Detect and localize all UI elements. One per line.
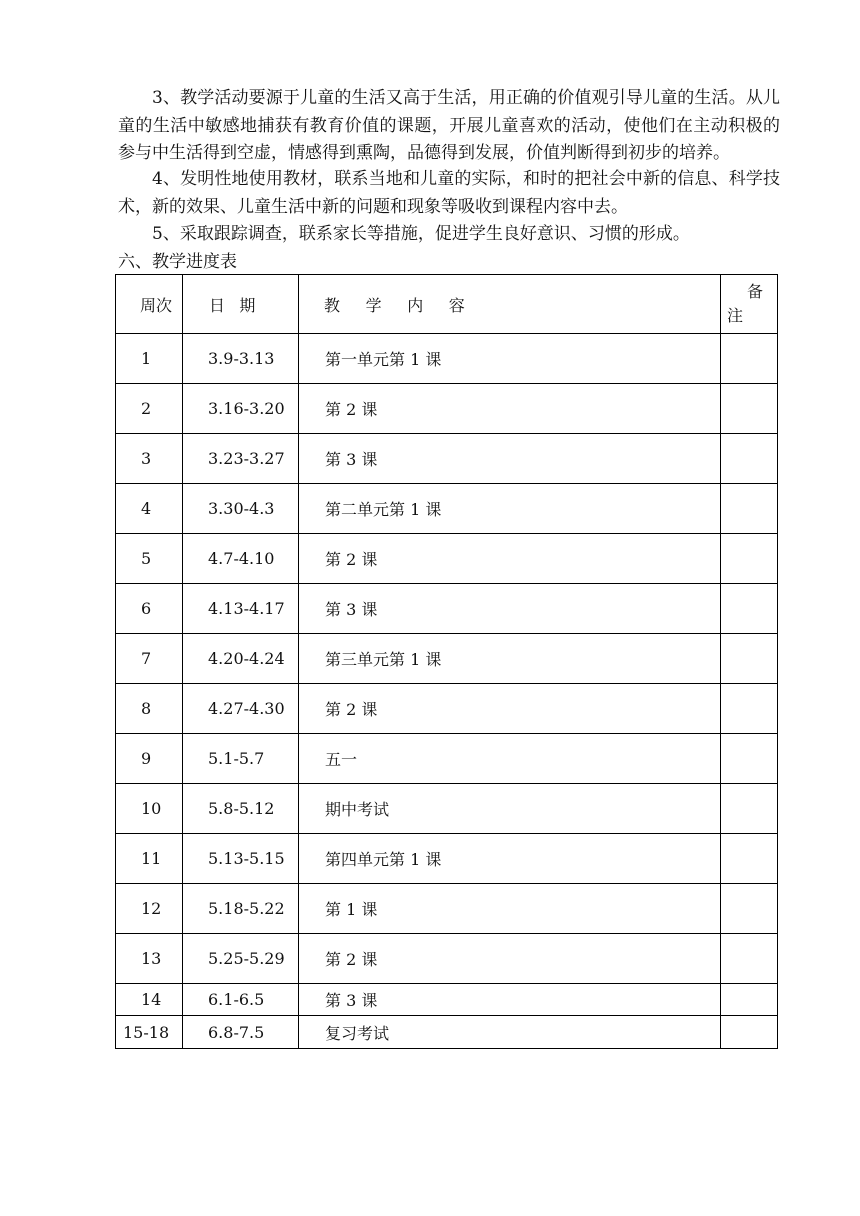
cell-note [721, 534, 778, 584]
table-row [116, 934, 778, 984]
table-row [116, 534, 778, 584]
paragraph-3: 3、教学活动要源于儿童的生活又高于生活，用正确的价值观引导儿童的生活。从儿童的生活中敏感地捕获有教育价值的课题，开展儿童喜欢的活动，使他们在主动积极的参与中生活得到空虚，情感得到熏陶，品德得到发展，价值判断得到初步的培养。 [118, 88, 780, 164]
cell-content: 第 3 课 [299, 434, 721, 484]
table-row [116, 984, 778, 1016]
cell-week: 15-18 [116, 1016, 183, 1049]
cell-date: 4.13-4.17 [183, 584, 299, 634]
cell-week: 10 [116, 784, 183, 834]
cell-date: 5.25-5.29 [183, 934, 299, 984]
cell-note [721, 934, 778, 984]
cell-date: 5.13-5.15 [183, 834, 299, 884]
cell-note [721, 884, 778, 934]
cell-week: 6 [116, 584, 183, 634]
cell-content: 第 2 课 [299, 934, 721, 984]
cell-content: 第一单元第 1 课 [299, 334, 721, 384]
cell-date: 3.9-3.13 [183, 334, 299, 384]
cell-note [721, 334, 778, 384]
table-row [116, 1016, 778, 1049]
cell-note [721, 734, 778, 784]
cell-content: 第 2 课 [299, 684, 721, 734]
cell-week: 2 [116, 384, 183, 434]
cell-content: 期中考试 [299, 784, 721, 834]
cell-week: 13 [116, 934, 183, 984]
cell-note [721, 984, 778, 1016]
cell-week: 5 [116, 534, 183, 584]
table-row [116, 684, 778, 734]
table-row [116, 784, 778, 834]
cell-date: 4.7-4.10 [183, 534, 299, 584]
cell-week: 14 [116, 984, 183, 1016]
cell-content: 第 2 课 [299, 384, 721, 434]
cell-date: 6.8-7.5 [183, 1016, 299, 1049]
cell-note [721, 434, 778, 484]
table-row [116, 834, 778, 884]
header-content: 教学内容 [299, 275, 721, 334]
table-header-row [116, 275, 778, 334]
header-note-line2: 注 [727, 306, 744, 325]
cell-week: 9 [116, 734, 183, 784]
cell-date: 5.18-5.22 [183, 884, 299, 934]
cell-date: 5.1-5.7 [183, 734, 299, 784]
table-row [116, 884, 778, 934]
table-row [116, 634, 778, 684]
table-row [116, 434, 778, 484]
cell-note [721, 834, 778, 884]
cell-week: 12 [116, 884, 183, 934]
cell-content: 复习考试 [299, 1016, 721, 1049]
cell-content: 第三单元第 1 课 [299, 634, 721, 684]
header-note [721, 275, 778, 334]
cell-week: 4 [116, 484, 183, 534]
paragraph-5: 5、采取跟踪调查，联系家长等措施，促进学生良好意识、习惯的形成。 [152, 224, 690, 244]
cell-content: 第四单元第 1 课 [299, 834, 721, 884]
table-row [116, 734, 778, 784]
cell-content: 第二单元第 1 课 [299, 484, 721, 534]
cell-week: 11 [116, 834, 183, 884]
cell-date: 6.1-6.5 [183, 984, 299, 1016]
table-row [116, 584, 778, 634]
cell-content: 第 2 课 [299, 534, 721, 584]
paragraph-4: 4、发明性地使用教材，联系当地和儿童的实际，和时的把社会中新的信息、科学技术，新的效果、儿童生活中新的问题和现象等吸收到课程内容中去。 [118, 169, 780, 217]
cell-week: 8 [116, 684, 183, 734]
cell-content: 五一 [299, 734, 721, 784]
cell-note [721, 634, 778, 684]
cell-note [721, 384, 778, 434]
cell-date: 4.20-4.24 [183, 634, 299, 684]
cell-date: 3.30-4.3 [183, 484, 299, 534]
table-row [116, 334, 778, 384]
header-week: 周次 [116, 275, 183, 334]
cell-content: 第 3 课 [299, 584, 721, 634]
cell-week: 7 [116, 634, 183, 684]
schedule-table [115, 274, 778, 1049]
cell-week: 3 [116, 434, 183, 484]
header-note-line1: 备 [747, 282, 764, 301]
cell-date: 3.23-3.27 [183, 434, 299, 484]
section-title: 六、教学进度表 [118, 252, 237, 272]
table-row [116, 384, 778, 434]
cell-note [721, 784, 778, 834]
cell-week: 1 [116, 334, 183, 384]
cell-note [721, 684, 778, 734]
cell-content: 第 1 课 [299, 884, 721, 934]
cell-date: 5.8-5.12 [183, 784, 299, 834]
cell-date: 4.27-4.30 [183, 684, 299, 734]
table-row [116, 484, 778, 534]
cell-date: 3.16-3.20 [183, 384, 299, 434]
cell-note [721, 584, 778, 634]
cell-note [721, 484, 778, 534]
cell-content: 第 3 课 [299, 984, 721, 1016]
header-date: 日期 [183, 275, 299, 334]
cell-note [721, 1016, 778, 1049]
